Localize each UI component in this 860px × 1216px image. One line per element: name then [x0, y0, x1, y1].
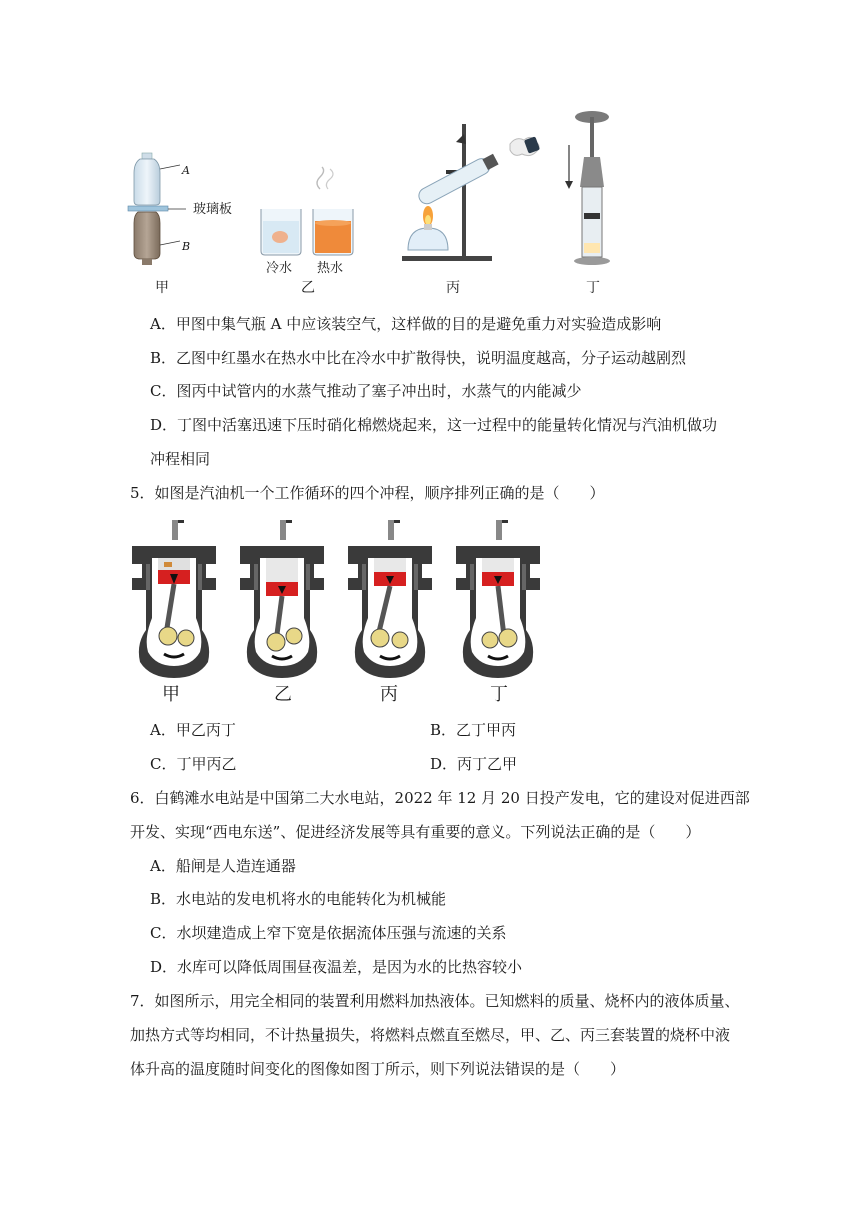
q6-stem-line2: 开发、实现“西电东送”、促进经济发展等具有重要的意义。下列说法正确的是（ ）	[130, 823, 701, 841]
compression-cylinder-illustration	[560, 105, 620, 267]
bottle-a-label: A	[182, 164, 190, 177]
cold-water-label: 冷水	[266, 261, 293, 276]
q5-option-c: C．丁甲丙乙	[150, 755, 237, 773]
engine-stroke-yi	[236, 518, 328, 678]
q4-option-d: D．丁图中活塞迅速下压时硝化棉燃烧起来，这一过程中的能量转化情况与汽油机做功	[150, 416, 718, 434]
q7-line2: 加热方式等均相同，不计热量损失，将燃料点燃直至燃尽，甲、乙、丙三套装置的烧杯中液	[130, 1026, 731, 1044]
caption-bing: 丙	[446, 280, 460, 296]
q6-option-b: B．水电站的发电机将水的电能转化为机械能	[150, 890, 447, 908]
hot-water-label: 热水	[317, 261, 344, 276]
q7-line3: 体升高的温度随时间变化的图像如图丁所示，则下列说法错误的是（ ）	[130, 1060, 626, 1078]
engine-stroke-ding	[452, 518, 544, 678]
figure-experiments	[120, 105, 640, 305]
bottle-b-label: B	[182, 240, 191, 253]
q6-option-d: D．水库可以降低周围昼夜温差，是因为水的比热容较小	[150, 958, 523, 976]
engine-label-ding: 丁	[490, 684, 508, 705]
q5-option-a: A．甲乙丙丁	[150, 721, 236, 739]
engine-label-yi: 乙	[274, 684, 292, 705]
q4-option-c: C．图丙中试管内的水蒸气推动了塞子冲出时，水蒸气的内能减少	[150, 382, 582, 400]
q5-option-b: B．乙丁甲丙	[430, 721, 517, 739]
q5-option-d: D．丙丁乙甲	[430, 755, 518, 773]
q7-line1: 7．如图所示，用完全相同的装置利用燃料加热液体。已知燃料的质量、烧杯内的液体质量、	[130, 992, 740, 1010]
beakers-illustration	[258, 177, 363, 257]
engine-stroke-bing	[344, 518, 436, 678]
q6-option-a: A．船闸是人造连通器	[150, 857, 296, 875]
test-tube-stand-illustration	[398, 120, 548, 265]
caption-yi: 乙	[301, 280, 315, 296]
q5-stem: 5．如图是汽油机一个工作循环的四个冲程，顺序排列正确的是（ ）	[130, 484, 605, 502]
q4-option-b: B．乙图中红墨水在热水中比在冷水中扩散得快，说明温度越高，分子运动越剧烈	[150, 349, 687, 367]
caption-ding: 丁	[586, 280, 600, 296]
q4-option-a: A．甲图中集气瓶 A 中应该装空气，这样做的目的是避免重力对实验造成影响	[150, 315, 662, 333]
engine-stroke-jia	[128, 518, 220, 678]
engine-label-bing: 丙	[380, 684, 398, 705]
caption-jia: 甲	[155, 280, 169, 296]
q6-option-c: C．水坝建造成上窄下宽是依据流体压强与流速的关系	[150, 924, 507, 942]
engine-label-jia: 甲	[162, 684, 180, 705]
figure-engine-strokes	[128, 518, 548, 703]
q6-stem-line1: 6．白鹤滩水电站是中国第二大水电站，2022 年 12 月 20 日投产发电，它的建设对促进西部	[130, 789, 750, 807]
glass-plate-label: 玻璃板	[193, 202, 233, 217]
q4-option-d-cont: 冲程相同	[150, 450, 211, 468]
